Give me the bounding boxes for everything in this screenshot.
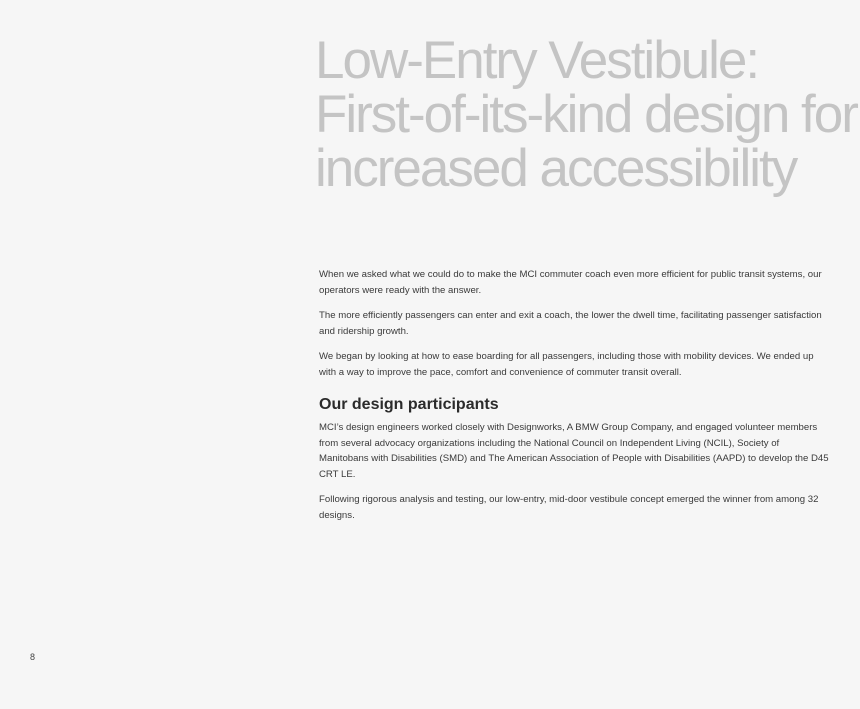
section-heading: Our design participants [319,396,499,413]
section-paragraph-1: MCI’s design engineers worked closely with Designworks, A BMW Group Company, and engaged volunteer members from several advocacy organizations including the National Council on Independent Living (NCIL), Society of Manitobans with Disabilities (SMD) and The American Association of People with Disabilities (AAPD) to develop the D45 CRT LE. [319,422,829,480]
body-text [319,267,829,533]
section-paragraph-2: Following rigorous analysis and testing, our low-entry, mid-door vestibule concept emerged the winner from among 32 designs. [319,494,819,521]
intro-paragraph-2: The more efficiently passengers can enter and exit a coach, the lower the dwell time, facilitating passenger satisfaction and ridership growth. [319,310,822,337]
intro-paragraph-1: When we asked what we could do to make the MCI commuter coach even more efficient for public transit systems, our operators were ready with the answer. [319,269,822,296]
page-title [315,31,857,198]
title-line-2: First-of-its-kind design for [315,85,857,144]
intro-paragraph-3: We began by looking at how to ease boarding for all passengers, including those with mobility devices. We ended up with a way to improve the pace, comfort and convenience of commuter transit overall. [319,351,814,378]
title-line-1: Low-Entry Vestibule: [315,31,759,90]
page-number: 8 [30,652,36,662]
title-line-3: increased accessibility [315,139,797,198]
